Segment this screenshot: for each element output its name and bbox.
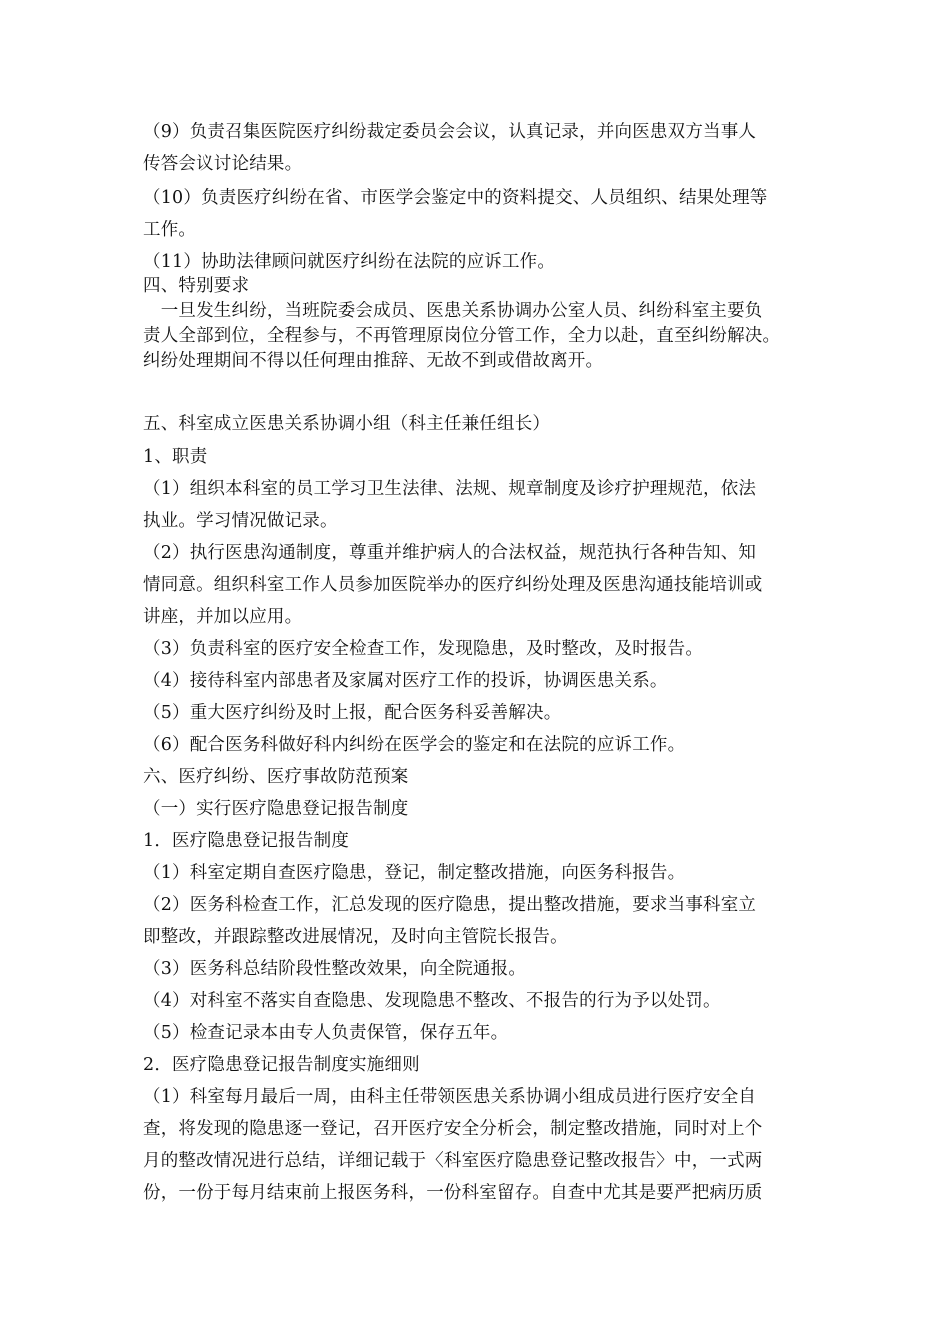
text-line: （6）配合医务科做好科内纠纷在医学会的鉴定和在法院的应诉工作。 xyxy=(143,735,686,755)
text-line: （5）重大医疗纠纷及时上报，配合医务科妥善解决。 xyxy=(143,703,562,723)
text-line: （3）医务科总结阶段性整改效果，向全院通报。 xyxy=(143,959,527,979)
text-line: 传答会议讨论结果。 xyxy=(143,154,303,174)
text-line: （2）执行医患沟通制度，尊重并维护病人的合法权益，规范执行各种告知、知 xyxy=(143,543,757,563)
text-line: 即整改，并跟踪整改进展情况，及时向主管院长报告。 xyxy=(143,927,568,947)
text-line: 查，将发现的隐患逐一登记，召开医疗安全分析会，制定整改措施，同时对上个 xyxy=(143,1119,763,1139)
text-line: （10）负责医疗纠纷在省、市医学会鉴定中的资料提交、人员组织、结果处理等 xyxy=(143,188,768,208)
text-line: （4）对科室不落实自查隐患、发现隐患不整改、不报告的行为予以处罚。 xyxy=(143,991,721,1011)
text-line: 工作。 xyxy=(143,220,197,240)
text-line: 纠纷处理期间不得以任何理由推辞、无故不到或借故离开。 xyxy=(143,351,604,371)
text-line: （1）科室每月最后一周，由科主任带领医患关系协调小组成员进行医疗安全自 xyxy=(143,1087,757,1107)
subsection-heading: （一）实行医疗隐患登记报告制度 xyxy=(143,799,409,819)
text-line: （5）检查记录本由专人负责保管，保存五年。 xyxy=(143,1023,509,1043)
subsection-heading: 1、职责 xyxy=(143,447,208,467)
text-line: （2）医务科检查工作，汇总发现的医疗隐患，提出整改措施，要求当事科室立 xyxy=(143,895,757,915)
section-heading: 四、特别要求 xyxy=(143,276,250,296)
section-heading: 五、科室成立医患关系协调小组（科主任兼任组长） xyxy=(143,414,551,434)
text-line: 责人全部到位，全程参与，不再管理原岗位分管工作，全力以赴，直至纠纷解决。 xyxy=(143,326,781,346)
text-line: （1）科室定期自查医疗隐患，登记，制定整改措施，向医务科报告。 xyxy=(143,863,686,883)
text-line: （1）组织本科室的员工学习卫生法律、法规、规章制度及诊疗护理规范，依法 xyxy=(143,479,757,499)
text-line: 情同意。组织科室工作人员参加医院举办的医疗纠纷处理及医患沟通技能培训或 xyxy=(143,575,763,595)
text-line: （9）负责召集医院医疗纠纷裁定委员会会议，认真记录，并向医患双方当事人 xyxy=(143,122,757,142)
text-line: 月的整改情况进行总结，详细记载于〈科室医疗隐患登记整改报告〉中，一式两 xyxy=(143,1151,763,1171)
text-line: （3）负责科室的医疗安全检查工作，发现隐患，及时整改，及时报告。 xyxy=(143,639,704,659)
subsection-heading: 1．医疗隐患登记报告制度 xyxy=(143,831,350,851)
text-line: 执业。学习情况做记录。 xyxy=(143,511,338,531)
subsection-heading: 2．医疗隐患登记报告制度实施细则 xyxy=(143,1055,420,1075)
text-line: （11）协助法律顾问就医疗纠纷在法院的应诉工作。 xyxy=(143,252,556,272)
text-line: （4）接待科室内部患者及家属对医疗工作的投诉，协调医患关系。 xyxy=(143,671,668,691)
text-line: 份，一份于每月结束前上报医务科，一份科室留存。自查中尤其是要严把病历质 xyxy=(143,1183,763,1203)
section-heading: 六、医疗纠纷、医疗事故防范预案 xyxy=(143,767,409,787)
text-line: 一旦发生纠纷，当班院委会成员、医患关系协调办公室人员、纠纷科室主要负 xyxy=(143,301,763,321)
text-line: 讲座，并加以应用。 xyxy=(143,607,303,627)
